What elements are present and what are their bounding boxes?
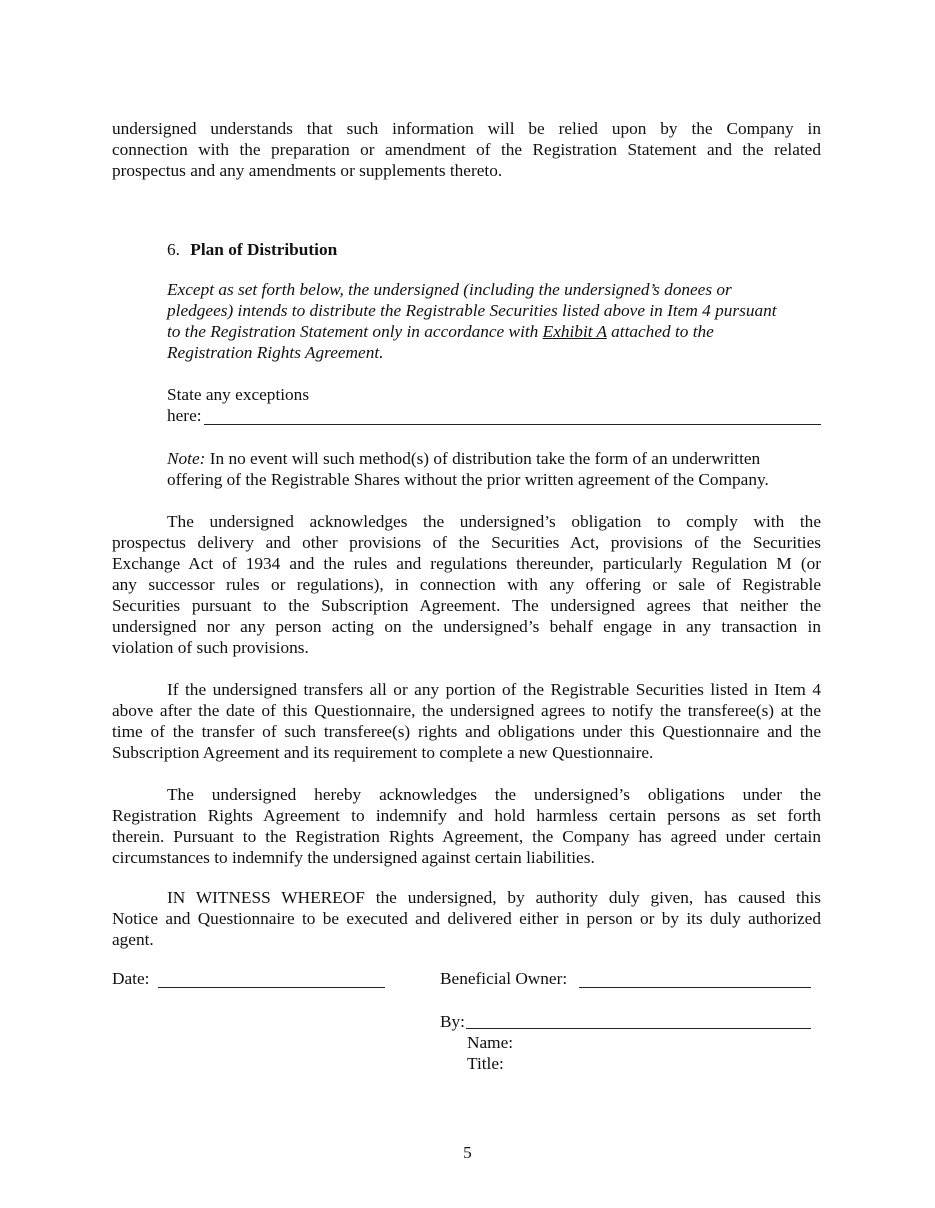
intro-paragraph <box>112 118 821 181</box>
indemnification-paragraph <box>112 784 821 868</box>
note-line: offering of the Registrable Shares without the prior written agreement of the Company. <box>167 470 769 489</box>
paragraph-line: circumstances to indemnify the undersigned against certain liabilities. <box>112 848 595 867</box>
section-heading <box>167 239 337 260</box>
name-label: Name: <box>467 1033 514 1052</box>
paragraph-line: agent. <box>112 930 154 949</box>
exceptions-field[interactable] <box>204 424 821 425</box>
instruction-text: attached to the <box>606 322 714 341</box>
note-line <box>167 448 827 469</box>
distribution-instruction <box>167 279 821 363</box>
paragraph-line: undersigned nor any person acting on the undersigned’s behalf engage in any transaction in <box>112 617 821 636</box>
exhibit-a-reference: Exhibit A <box>542 322 607 341</box>
by-label: By: <box>440 1012 465 1031</box>
instruction-line <box>167 321 821 342</box>
section-number: 6. <box>167 240 180 259</box>
exceptions-label: State any exceptions <box>167 385 310 404</box>
page-number: 5 <box>463 1143 472 1162</box>
witness-paragraph <box>112 887 821 950</box>
exceptions-label-here: here: <box>167 406 202 425</box>
paragraph-line: above after the date of this Questionnaire, the undersigned agrees to notify the transferee(s) at the <box>112 701 821 720</box>
transfer-paragraph <box>112 679 821 763</box>
distribution-note <box>167 448 827 490</box>
beneficial-owner-label: Beneficial Owner: <box>440 969 568 988</box>
section-title: Plan of Distribution <box>190 240 338 259</box>
date-label: Date: <box>112 969 150 988</box>
paragraph-line: If the undersigned transfers all or any portion of the Registrable Securities listed in Item 4 <box>167 680 821 699</box>
paragraph-line: violation of such provisions. <box>112 638 309 657</box>
paragraph-line: any successor rules or regulations), in connection with any offering or sale of Registrable <box>112 575 821 594</box>
beneficial-owner-field[interactable] <box>579 987 811 988</box>
intro-line: undersigned understands that such information will be relied upon by the Company in <box>112 119 821 138</box>
note-label: Note: <box>167 449 206 468</box>
instruction-line: Registration Rights Agreement. <box>167 343 384 362</box>
instruction-line: pledgees) intends to distribute the Registrable Securities listed above in Item 4 pursuant <box>167 301 777 320</box>
date-field[interactable] <box>158 987 385 988</box>
signature-field[interactable] <box>466 1028 811 1029</box>
paragraph-line: The undersigned acknowledges the undersigned’s obligation to comply with the <box>167 512 821 531</box>
note-text: In no event will such method(s) of distribution take the form of an underwritten <box>209 449 761 468</box>
title-label: Title: <box>467 1054 504 1073</box>
instruction-text: to the Registration Statement only in accordance with <box>167 322 543 341</box>
paragraph-line: The undersigned hereby acknowledges the undersigned’s obligations under the <box>167 785 821 804</box>
instruction-line: Except as set forth below, the undersigned (including the undersigned’s donees or <box>167 280 732 299</box>
paragraph-line: Registration Rights Agreement to indemnify and hold harmless certain persons as set forth <box>112 806 821 825</box>
intro-line: connection with the preparation or amendment of the Registration Statement and the related <box>112 140 821 159</box>
paragraph-line: prospectus delivery and other provisions of the Securities Act, provisions of the Securities <box>112 533 821 552</box>
paragraph-line: therein. Pursuant to the Registration Rights Agreement, the Company has agreed under certain <box>112 827 821 846</box>
intro-line: prospectus and any amendments or supplements thereto. <box>112 161 503 180</box>
paragraph-line: Exchange Act of 1934 and the rules and regulations thereunder, particularly Regulation M (or <box>112 554 821 573</box>
paragraph-line: time of the transfer of such transferee(s) rights and obligations under this Questionnaire and the <box>112 722 821 741</box>
paragraph-line: Subscription Agreement and its requirement to complete a new Questionnaire. <box>112 743 654 762</box>
paragraph-line: Securities pursuant to the Subscription Agreement. The undersigned agrees that neither the <box>112 596 821 615</box>
paragraph-line: IN WITNESS WHEREOF the undersigned, by authority duly given, has caused this <box>167 888 821 907</box>
paragraph-line: Notice and Questionnaire to be executed and delivered either in person or by its duly authorized <box>112 909 821 928</box>
acknowledgement-paragraph <box>112 511 821 658</box>
